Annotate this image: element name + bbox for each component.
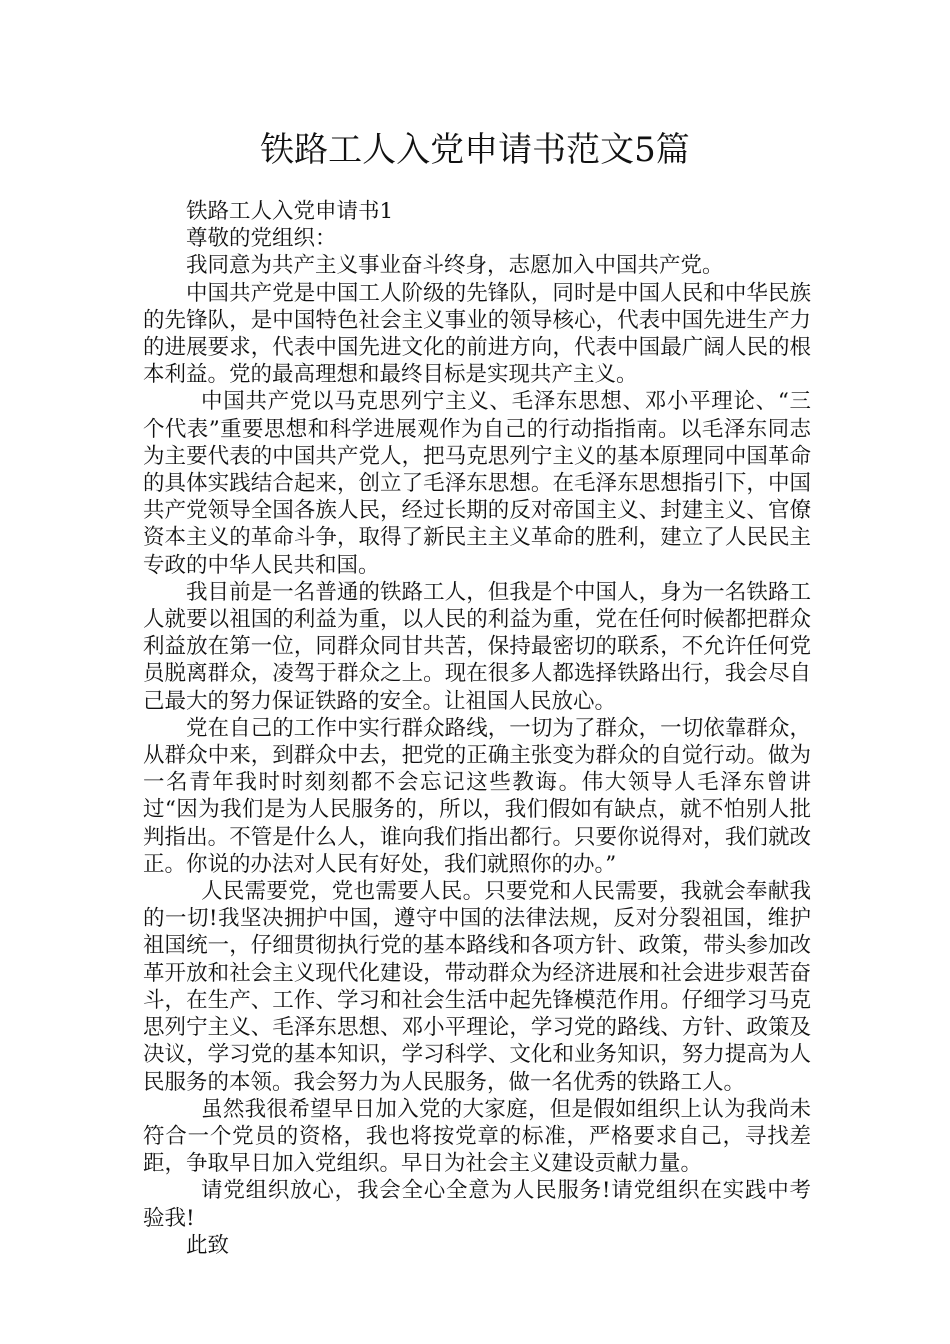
document-body <box>143 198 811 1259</box>
body-paragraph: 党在自己的工作中实行群众路线，一切为了群众，一切依靠群众，从群众中来，到群众中去，把党的正确主张变为群众的自觉行动。做为一名青年我时时刻刻都不会忘记这些教诲。伟大领导人毛泽东曾讲过“因为我们是为人民服务的，所以，我们假如有缺点，就不怕别人批判指出。不管是什么人，谁向我们指出都行。只要你说得对，我们就改正。你说的办法对人民有好处，我们就照你的办。” <box>143 715 811 877</box>
body-paragraph: 虽然我很希望早日加入党的大家庭，但是假如组织上认为我尚未符合一个党员的资格，我也将按党章的标准，严格要求自己，寻找差距，争取早日加入党组织。早日为社会主义建设贡献力量。 <box>143 1096 811 1177</box>
body-paragraph: 我目前是一名普通的铁路工人，但我是个中国人，身为一名铁路工人就要以祖国的利益为重，以人民的利益为重，党在任何时候都把群众利益放在第一位，同群众同甘共苦，保持最密切的联系，不允许任何党员脱离群众，凌驾于群众之上。现在很多人都选择铁路出行，我会尽自己最大的努力保证铁路的安全。让祖国人民放心。 <box>143 579 811 714</box>
body-paragraph: 中国共产党是中国工人阶级的先锋队，同时是中国人民和中华民族的先锋队，是中国特色社会主义事业的领导核心，代表中国先进生产力的进展要求，代表中国先进文化的前进方向，代表中国最广阔人民的根本利益。党的最高理想和最终目标是实现共产主义。 <box>143 280 811 388</box>
body-paragraph: 中国共产党以马克思列宁主义、毛泽东思想、邓小平理论、“三个代表”重要思想和科学进展观作为自己的行动指指南。以毛泽东同志为主要代表的中国共产党人，把马克思列宁主义的基本原理同中国革命的具体实践结合起来，创立了毛泽东思想。在毛泽东思想指引下，中国共产党领导全国各族人民，经过长期的反对帝国主义、封建主义、官僚资本主义的革命斗争，取得了新民主主义革命的胜利，建立了人民民主专政的中华人民共和国。 <box>143 389 811 578</box>
letter-salutation: 尊敬的党组织： <box>186 226 337 252</box>
document-title: 铁路工人入党申请书范文5篇 <box>260 130 690 170</box>
letter-closing: 此致 <box>186 1232 230 1258</box>
body-paragraph: 请党组织放心，我会全心全意为人民服务!请党组织在实践中考验我! <box>143 1178 811 1231</box>
letter-heading: 铁路工人入党申请书1 <box>186 199 394 224</box>
body-paragraph: 我同意为共产主义事业奋斗终身，志愿加入中国共产党。 <box>186 253 724 279</box>
body-paragraph: 人民需要党，党也需要人民。只要党和人民需要，我就会奉献我的一切!我坚决拥护中国，遵守中国的法律法规，反对分裂祖国，维护祖国统一，仔细贯彻执行党的基本路线和各项方针、政策，带头参加改革开放和社会主义现代化建设，带动群众为经济进展和社会进步艰苦奋斗，在生产、工作、学习和社会生活中起先锋模范作用。仔细学习马克思列宁主义、毛泽东思想、邓小平理论，学习党的路线、方针、政策及决议，学习党的基本知识，学习科学、文化和业务知识，努力提高为人民服务的本领。我会努力为人民服务，做一名优秀的铁路工人。 <box>143 879 811 1095</box>
